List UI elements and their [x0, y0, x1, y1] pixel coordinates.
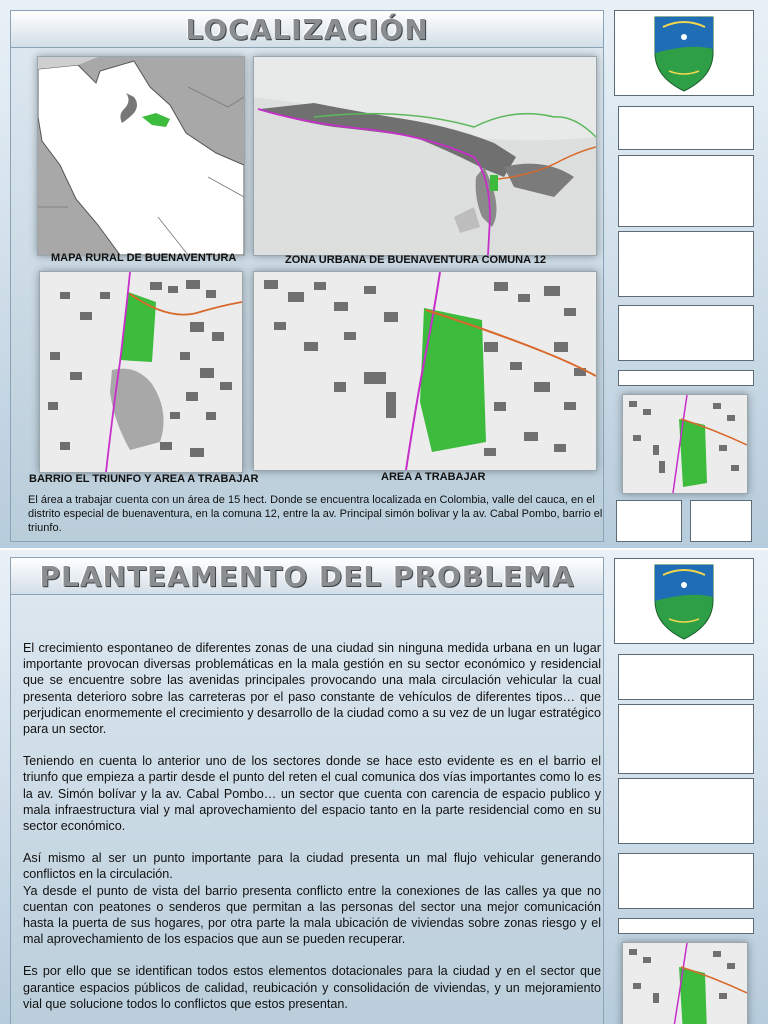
sidebar-thumbnail-drawing — [623, 395, 747, 493]
paragraph-3: Así mismo al ser un punto importante para la ciudad presenta un mal flujo vehicular generando conflictos en la circulación. Ya desde el punto de vista del barrio presenta conflicto entre la conexiones de las calles ya que no cuentan con peatones o senderos que permitan a las personas del sector una mejor comunicación hasta la puerta de sus hogares, por otra parte la mala ubicación de viviendas sobre zonas riesgo y el mal aprovechamiento de los espacios que aun se pueden recuperar. — [23, 851, 601, 947]
barrio-map-image — [39, 271, 243, 473]
caption-work-area: AREA A TRABAJAR — [381, 471, 486, 483]
sidebar2-box-4 — [618, 853, 754, 909]
urban-study-area — [490, 175, 498, 191]
page-title: LOCALIZACIÓN — [185, 13, 429, 46]
paragraph-1: El crecimiento espontaneo de diferentes zonas de una ciudad sin ninguna medida urbana en un lugar importante provocan diversas problemáticas en la mala gestión en su sector económico y residencial que se encuentre sobre las avenidas principales provocando una mala circulación vehicular la cual presenta deterioro sobre las carreteras por el paso constante de vehículos de diferentes tipos… que perjudican enormemente el crecimiento y desarrollo de la ciudad como a su vez de un lugar estratégico para un sector. — [23, 641, 601, 737]
urban-zone-map-image — [253, 56, 597, 256]
sidebar2-box-5 — [618, 918, 754, 934]
main-panel-2 — [10, 557, 604, 1024]
sidebar-box-7 — [690, 500, 752, 542]
title-bar-2 — [11, 558, 603, 595]
barrio-map-drawing — [40, 272, 242, 472]
sidebar-box-6 — [616, 500, 682, 542]
location-description: El área a trabajar cuenta con un área de 15 hect. Donde se encuentra localizada en Colombia, valle del cauca, en el distrito especial de buenaventura, en la comuna 12, entre la av. Principal simón bolivar y la av. Cabal Pombo, barrio el triunfo. — [28, 494, 603, 534]
sidebar2-box-2 — [618, 704, 754, 774]
sidebar-box-5 — [618, 370, 754, 386]
sidebar2-thumbnail-drawing — [623, 943, 747, 1024]
sidebar-box-1 — [618, 106, 754, 150]
sidebar2-box-1 — [618, 654, 754, 700]
logo-box — [614, 10, 754, 96]
university-shield-icon — [651, 13, 717, 93]
sidebar2-box-3 — [618, 778, 754, 844]
caption-urban-zone: ZONA URBANA DE BUENAVENTURA COMUNA 12 — [285, 254, 546, 266]
work-area-map-drawing — [254, 272, 596, 470]
problem-title: PLANTEAMENTO DEL PROBLEMA — [39, 560, 575, 593]
title-bar — [11, 11, 603, 48]
university-shield-icon-2 — [651, 561, 717, 641]
urban-zone-drawing — [254, 57, 596, 255]
sheet-planteamiento — [0, 550, 768, 1024]
logo-box-2 — [614, 558, 754, 644]
paragraph-2: Teniendo en cuenta lo anterior uno de los sectores donde se hace esto evidente es en el barrio el triunfo que empieza a partir desde el punto del reten el cual comunica dos vías importantes como lo es la av. Simón bolívar y la av. Cabal Pombo… un sector que cuenta con carencia de espacio publico y mala infraestructura vial y mal aprovechamiento del espacio tanto en la parte residencial como en su sector económico. — [23, 754, 601, 834]
sidebar2-thumbnail-map — [622, 942, 748, 1024]
caption-barrio: BARRIO EL TRIUNFO Y AREA A TRABAJAR — [29, 473, 259, 485]
work-area-map-image — [253, 271, 597, 471]
rural-map-drawing — [38, 57, 244, 255]
sidebar-box-4 — [618, 305, 754, 361]
sidebar-thumbnail-map — [622, 394, 748, 494]
problem-text — [23, 640, 601, 1024]
sidebar-box-3 — [618, 231, 754, 297]
rural-map-image — [37, 56, 245, 256]
paragraph-4: Es por ello que se identifican todos estos elementos dotacionales para la ciudad y en el sector que garantice espacios públicos de calidad, reubicación y consolidación de viviendas, y un mejoramiento vial que solucione todos lo conflictos que estos presentan. — [23, 964, 601, 1011]
caption-rural-map: MAPA RURAL DE BUENAVENTURA — [51, 252, 237, 264]
sidebar-box-2 — [618, 155, 754, 227]
main-panel — [10, 10, 604, 542]
